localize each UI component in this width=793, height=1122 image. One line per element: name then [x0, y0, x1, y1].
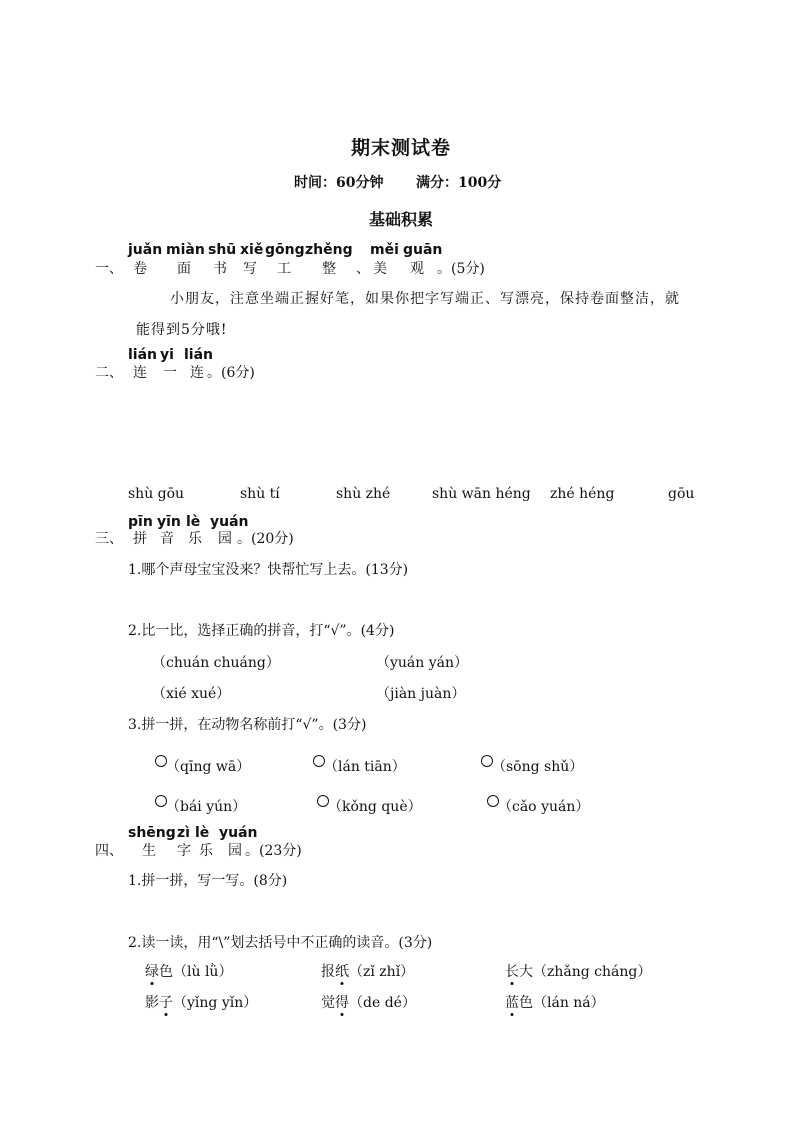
instruction-line-2: 能得到5分哦!	[136, 322, 228, 338]
pinyin-s4-1: zì	[177, 825, 190, 841]
pinyin-s2-1: yi	[160, 347, 174, 363]
char-s1-5: 整	[322, 261, 336, 277]
q3-option-3: （bái yún）	[166, 799, 247, 815]
stroke-name-0: shù gōu	[128, 486, 185, 502]
word-2-pinyin[interactable]: （zhǎng cháng）	[533, 964, 652, 980]
char-s3-0: 拼	[133, 531, 147, 547]
stroke-name-1: shù tí	[240, 486, 280, 502]
question-3-3: 3.拼一拼，在动物名称前打“√”。(3分)	[128, 717, 367, 733]
char-s1-3: 写	[243, 261, 257, 277]
stroke-name-4: zhé héng	[550, 486, 615, 502]
char-s3-1: 音	[160, 531, 174, 547]
pinyin-s1-0: juǎn	[128, 242, 163, 258]
question-4-1: 1.拼一拼，写一写。(8分)	[128, 873, 288, 889]
char-s3-2: 乐	[188, 531, 202, 547]
q2-option-2[interactable]: （xié xué）	[152, 686, 231, 702]
pinyin-s3-2: lè	[186, 514, 201, 530]
word-4-pre: 觉	[321, 995, 335, 1011]
word-0-dotted-char: 绿	[145, 964, 159, 980]
pinyin-s4-0: shēng	[128, 825, 176, 841]
q3-option-4: （kǒng què）	[328, 799, 422, 815]
pinyin-s1-6: měi	[370, 242, 399, 258]
stroke-name-2: shù zhé	[336, 486, 391, 502]
pinyin-s2-2: lián	[184, 347, 214, 363]
pinyin-s1-5: zhěng	[305, 242, 353, 258]
q2-option-0[interactable]: （chuán chuáng）	[152, 655, 280, 671]
q3-option-1: （lán tiān）	[324, 759, 406, 775]
pinyin-s4-2: lè	[195, 825, 210, 841]
char-s1-7: 美	[373, 261, 387, 277]
section-3-score: 。(20分)	[237, 531, 294, 547]
char-s1-0: 卷	[133, 261, 147, 277]
section-2-score: 。(6分)	[207, 365, 255, 381]
pinyin-s3-3: yuán	[210, 514, 249, 530]
word-3-dotted-char: 子	[159, 995, 173, 1011]
char-s3-3: 园	[218, 531, 232, 547]
word-2-post: 大	[519, 964, 533, 980]
page-title: 期末测试卷	[351, 137, 452, 159]
char-s2-0: 连	[133, 365, 147, 381]
stroke-name-3: shù wān héng	[432, 486, 531, 502]
char-s4-2: 乐	[199, 843, 213, 859]
word-4-dotted-char: 得	[335, 995, 349, 1011]
char-s1-2: 书	[213, 261, 227, 277]
q3-option-2: （sōng shǔ）	[492, 759, 584, 775]
word-5-post: 色	[519, 995, 533, 1011]
word-2-dotted-char: 长	[505, 964, 519, 980]
word-item-4	[321, 992, 416, 1012]
section-1-number: 一、	[95, 261, 123, 277]
char-s1-1: 面	[177, 261, 191, 277]
word-1-pinyin[interactable]: （zǐ zhǐ）	[349, 964, 415, 980]
pinyin-s3-1: yīn	[157, 514, 181, 530]
time-label: 时间：60分钟	[294, 175, 384, 191]
pinyin-s4-3: yuán	[219, 825, 258, 841]
word-5-pinyin[interactable]: （lán ná）	[533, 995, 605, 1011]
section-4-number: 四、	[95, 843, 123, 859]
pinyin-s2-0: lián	[128, 347, 158, 363]
stroke-name-5: gōu	[668, 486, 695, 502]
word-3-pinyin[interactable]: （yǐng yǐn）	[173, 995, 258, 1011]
pinyin-s1-4: gōng	[265, 242, 305, 258]
char-s2-2: 连	[190, 365, 204, 381]
word-0-pinyin[interactable]: （lù lǜ）	[173, 964, 233, 980]
instruction-line-1: 小朋友，注意坐端正握好笔，如果你把字写端正、写漂亮，保持卷面整洁，就	[170, 291, 680, 307]
question-3-1: 1.哪个声母宝宝没来？快帮忙写上去。(13分)	[128, 562, 409, 578]
section-4-score: 。(23分)	[245, 843, 302, 859]
word-item-5	[505, 992, 605, 1012]
char-s4-0: 生	[142, 843, 156, 859]
char-s1-4: 工	[277, 261, 291, 277]
question-3-2: 2.比一比，选择正确的拼音，打“√”。(4分)	[128, 623, 395, 639]
pinyin-s1-2: shū	[208, 242, 237, 258]
char-s2-1: 一	[163, 365, 177, 381]
pinyin-s3-0: pīn	[128, 514, 153, 530]
pinyin-s1-7: guān	[403, 242, 443, 258]
pinyin-s1-1: miàn	[166, 242, 205, 258]
word-5-dotted-char: 蓝	[505, 995, 519, 1011]
q2-option-3[interactable]: （jiàn juàn）	[376, 686, 466, 702]
word-1-dotted-char: 纸	[335, 964, 349, 980]
q2-option-1[interactable]: （yuán yán）	[376, 655, 469, 671]
word-item-2	[505, 961, 651, 981]
word-0-post: 色	[159, 964, 173, 980]
char-s1-8: 观	[410, 261, 424, 277]
section-3-number: 三、	[95, 531, 123, 547]
q3-option-0: （qīng wā）	[166, 759, 251, 775]
section-subtitle: 基础积累	[369, 210, 434, 229]
score-label: 满分：100分	[416, 175, 502, 191]
word-item-1	[321, 961, 414, 981]
word-1-pre: 报	[321, 964, 335, 980]
q3-option-5: （cǎo yuán）	[498, 799, 590, 815]
pinyin-s1-3: xiě	[240, 242, 264, 258]
section-2-number: 二、	[95, 365, 123, 381]
word-3-pre: 影	[145, 995, 159, 1011]
question-4-2: 2.读一读，用“\”划去括号中不正确的读音。(3分)	[128, 935, 433, 951]
char-s1-6: 、	[356, 261, 370, 277]
char-s4-1: 字	[177, 843, 191, 859]
word-4-pinyin[interactable]: （de dé）	[349, 995, 416, 1011]
word-item-3	[145, 992, 257, 1012]
char-s4-3: 园	[228, 843, 242, 859]
word-item-0	[145, 961, 232, 981]
section-1-score: 。(5分)	[437, 261, 485, 277]
